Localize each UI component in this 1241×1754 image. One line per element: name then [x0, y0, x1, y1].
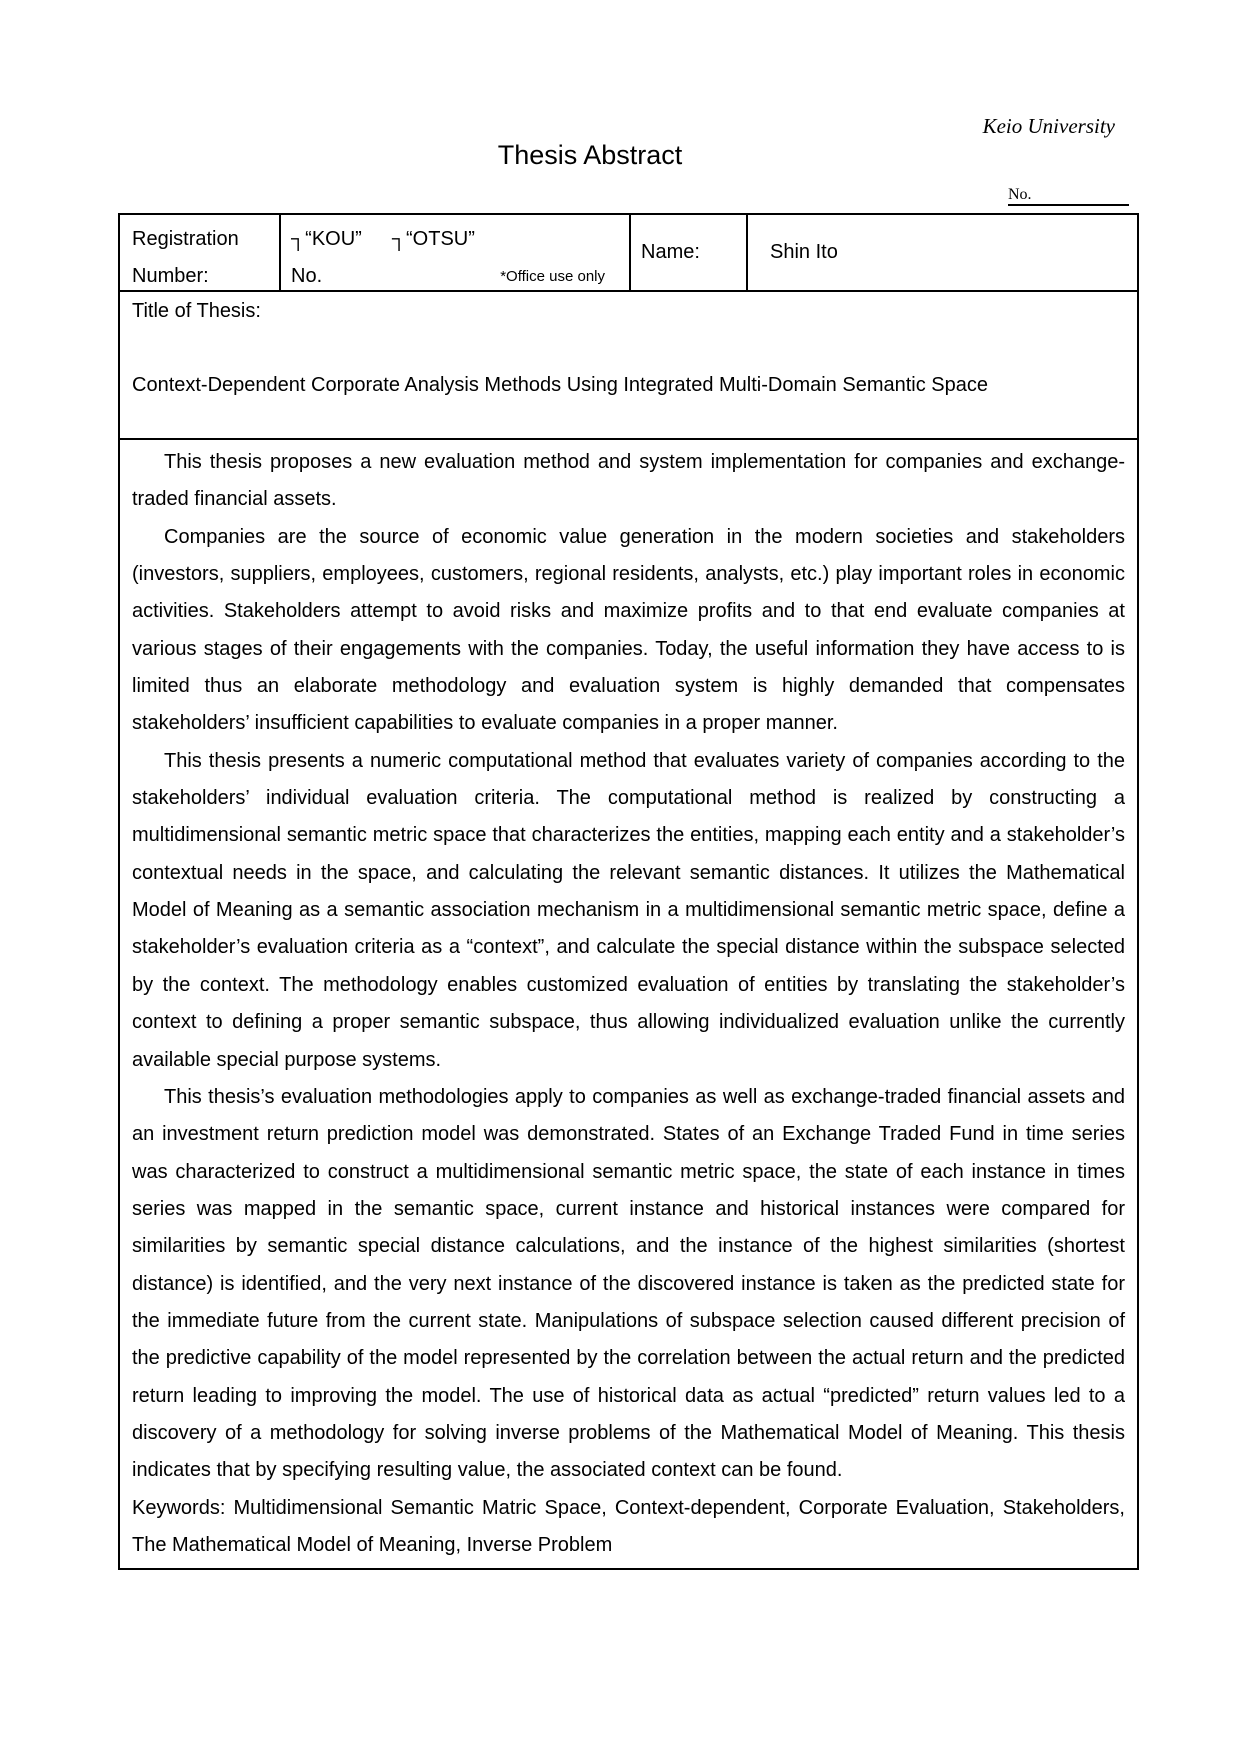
checkbox-kou: ┐“KOU”	[291, 228, 362, 250]
registration-label	[120, 215, 281, 290]
abstract-paragraph: Companies are the source of economic value generation in the modern societies and stakeholders (investors, suppliers, employees, customers, regional residents, analysts, etc.) play important roles in economic activities. Stakeholders attempt to avoid risks and maximize profits and to that end evaluate companies at various stages of their engagements with the companies. Today, the useful information they have access to is limited thus an elaborate methodology and evaluation system is highly demanded that compensates stakeholders’ insufficient capabilities to evaluate companies in a proper manner.	[132, 525, 1125, 735]
document-number-field	[1008, 186, 1129, 206]
abstract-body	[120, 440, 1137, 1568]
abstract-paragraph: This thesis presents a numeric computational method that evaluates variety of companies according to the stakeholders’ individual evaluation criteria. The computational method is realized by constructing a multidimensional semantic metric space that characterizes the entities, mapping each entity and a stakeholder’s contextual needs in the space, and calculating the relevant semantic distances. It utilizes the Mathematical Model of Meaning as a semantic association mechanism in a multidimensional semantic metric space, define a stakeholder’s evaluation criteria as a “context”, and calculate the special distance within the subspace selected by the context. The methodology enables customized evaluation of entities by translating the stakeholder’s context to defining a proper semantic subspace, thus allowing individualized evaluation unlike the currently available special purpose systems.	[132, 749, 1125, 1071]
registration-type-options	[291, 221, 629, 258]
page-title: Thesis Abstract	[497, 140, 683, 170]
name-label-text: Name:	[641, 241, 700, 263]
document-number-label: No.	[1008, 186, 1032, 203]
abstract-form	[118, 213, 1139, 1570]
university-name: Keio University	[982, 114, 1115, 138]
name-value	[748, 215, 1137, 290]
registration-number-label: No.	[291, 265, 323, 287]
abstract-paragraph: This thesis’s evaluation methodologies apply to companies as well as exchange-traded financial assets and an investment return prediction model was demonstrated. States of an Exchange Traded Fund in time series was characterized to construct a multidimensional semantic metric space, the state of each instance in times series was mapped in the semantic space, current instance and historical instances were compared for similarities by semantic special distance calculations, and the instance of the highest similarities (shortest distance) is identified, and the very next instance of the discovered instance is taken as the predicted state for the immediate future from the current state. Manipulations of subspace selection caused different precision of the predictive capability of the model represented by the correlation between the actual return and the predicted return leading to improving the model. The use of historical data as actual “predicted” return values led to a discovery of a methodology for solving inverse problems of the Mathematical Model of Meaning. This thesis indicates that by specifying resulting value, the associated context can be found.	[132, 1085, 1125, 1482]
registration-row	[120, 215, 1137, 292]
office-use-note: *Office use only	[500, 268, 605, 285]
abstract-paragraph: This thesis proposes a new evaluation method and system implementation for companies and exchange-traded financial assets.	[132, 451, 1125, 511]
thesis-title-label: Title of Thesis:	[132, 300, 261, 322]
keywords: Keywords: Multidimensional Semantic Matric Space, Context-dependent, Corporate Evaluation, Stakeholders, The Mathematical Model of Meaning, Inverse Problem	[132, 1496, 1125, 1556]
checkbox-otsu: ┐“OTSU”	[391, 228, 475, 250]
thesis-title: Context-Dependent Corporate Analysis Methods Using Integrated Multi-Domain Semantic Space	[132, 374, 988, 396]
name-label	[631, 215, 748, 290]
thesis-title-section	[120, 292, 1137, 440]
registration-label-line1: Registration	[132, 228, 239, 250]
registration-value	[281, 215, 631, 290]
registration-label-line2: Number:	[132, 265, 209, 287]
author-name: Shin Ito	[770, 241, 838, 263]
